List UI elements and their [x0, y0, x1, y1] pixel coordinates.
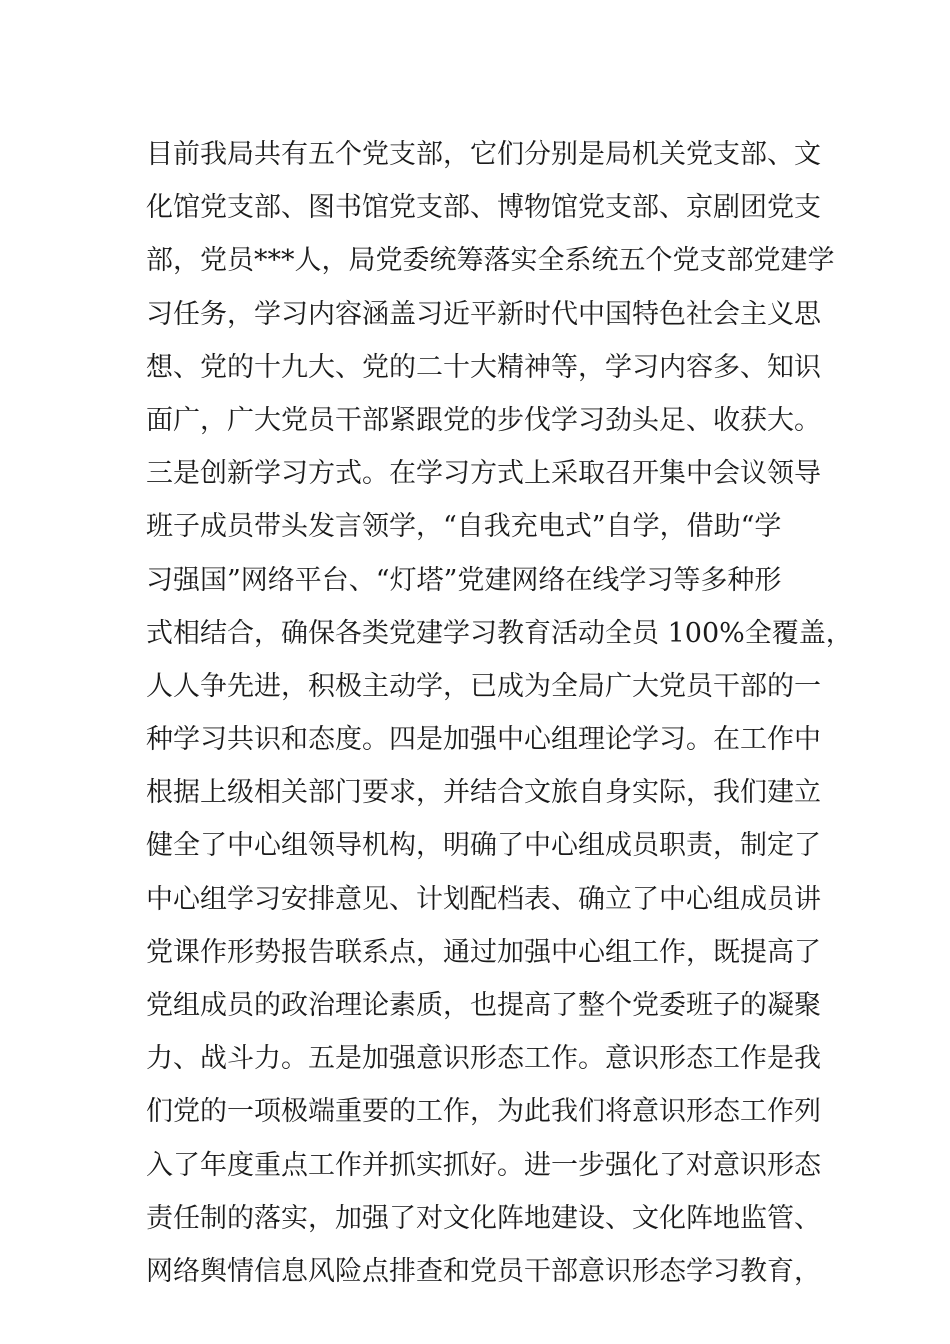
text-line: 们党的一项极端重要的工作，为此我们将意识形态工作列	[146, 1096, 821, 1128]
text-line: 面广，广大党员干部紧跟党的步伐学习劲头足、收获大。	[146, 404, 821, 436]
text-line: 部，党员***人，局党委统筹落实全系统五个党支部党建学	[146, 245, 835, 277]
text-line: 三是创新学习方式。在学习方式上采取召开集中会议领导	[146, 458, 821, 490]
text-line: 力、战斗力。五是加强意识形态工作。意识形态工作是我	[146, 1043, 821, 1075]
text-line: 责任制的落实，加强了对文化阵地建设、文化阵地监管、	[146, 1202, 821, 1234]
text-line: 化馆党支部、图书馆党支部、博物馆党支部、京剧团党支	[146, 192, 821, 224]
body-text	[146, 128, 853, 1298]
text-line: 式相结合，确保各类党建学习教育活动全员 100%全覆盖，	[146, 617, 853, 649]
text-line: 根据上级相关部门要求，并结合文旅自身实际，我们建立	[146, 777, 821, 809]
text-line: 党组成员的政治理论素质，也提高了整个党委班子的凝聚	[146, 990, 821, 1021]
text-line: 入了年度重点工作并抓实抓好。进一步强化了对意识形态	[146, 1149, 821, 1181]
text-line: 中心组学习安排意见、计划配档表、确立了中心组成员讲	[146, 883, 821, 915]
text-line: 种学习共识和态度。四是加强中心组理论学习。在工作中	[146, 724, 821, 756]
text-line: 党课作形势报告联系点，通过加强中心组工作，既提高了	[146, 936, 821, 968]
text-line: 健全了中心组领导机构，明确了中心组成员职责，制定了	[146, 830, 821, 862]
text-line: 目前我局共有五个党支部，它们分别是局机关党支部、文	[146, 139, 821, 170]
text-line: 习强国”网络平台、“灯塔”党建网络在线学习等多种形	[146, 564, 782, 596]
text-line: 想、党的十九大、党的二十大精神等，学习内容多、知识	[146, 351, 821, 383]
text-line: 班子成员带头发言领学，“自我充电式”自学，借助“学	[146, 511, 782, 543]
text-line: 人人争先进，积极主动学，已成为全局广大党员干部的一	[146, 670, 821, 702]
text-line: 习任务，学习内容涵盖习近平新时代中国特色社会主义思	[146, 298, 821, 330]
text-line: 网络舆情信息风险点排查和党员干部意识形态学习教育，	[146, 1255, 821, 1287]
